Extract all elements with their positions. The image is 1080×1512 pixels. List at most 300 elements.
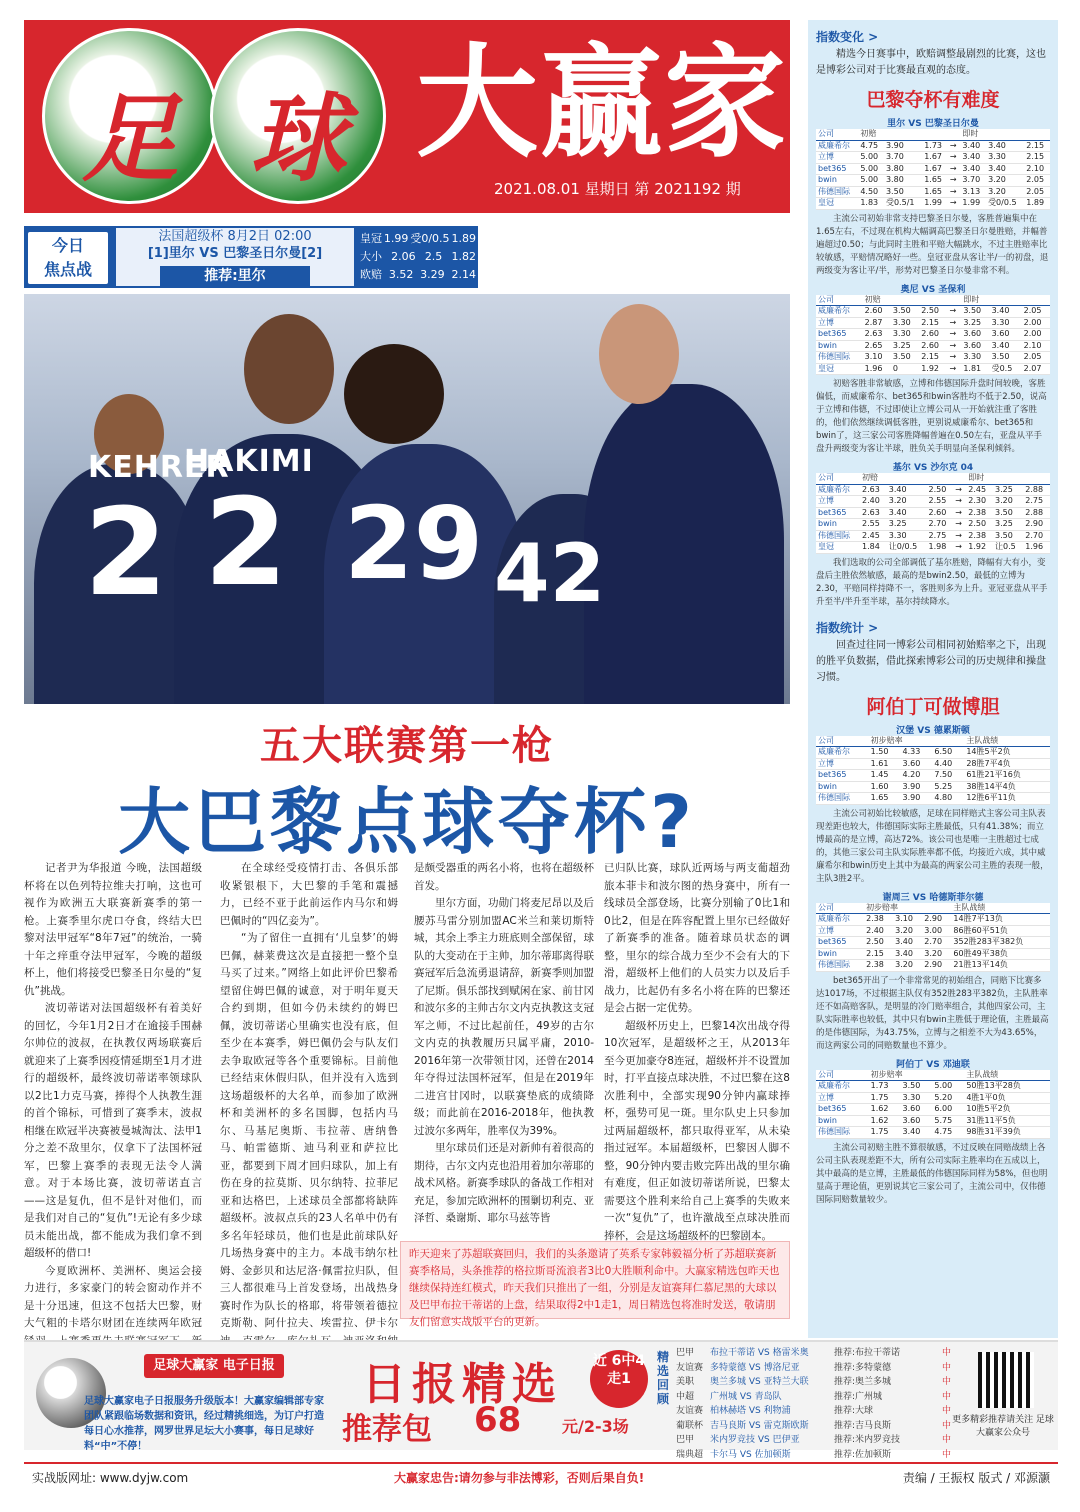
table-cell: 威廉希尔 [816,306,863,318]
focus-match-box [24,226,478,288]
table-cell: 3.40 [893,948,922,960]
table-cell: 3.40 [960,140,986,152]
table-header-row [816,295,1050,306]
table-cell: 28胜7平4负 [964,758,1050,770]
table-cell: 3.20 [986,186,1024,198]
table-row [816,198,1050,210]
table-cell: 2.15 [919,352,947,364]
table-cell: bwin [816,175,858,187]
table-row [816,1092,1050,1104]
table-cell: 3.25 [993,519,1023,531]
column-header: 初步赔率 [864,903,951,914]
odds-value: 1.99 [383,232,409,245]
table-title: 阿伯丁 VS 邓迪联 [896,1059,970,1070]
odds-table [816,473,1050,554]
article-paragraph: 今夏欧洲杯、美洲杯、奥运会接力进行，多家豪门的转会窗动作并不是十分迅速，但这不包括大巴黎，财大气粗的卡塔尔财团在连续两年欧冠 [24,1264,202,1329]
table-cell: 1.96 [1023,542,1050,554]
review-cell: 卡尔马 VS 佐加顿斯 [710,1449,791,1460]
table-cell: 86胜60平51负 [951,925,1050,937]
stats-table-block [816,1057,1050,1207]
odds-table-block [816,282,1050,457]
table-cell: 1.84 [860,542,887,554]
table-cell: 1.61 [869,758,901,770]
odds-label: 欧赔 [360,268,382,281]
review-cell: 中 [942,1348,952,1358]
player-head [244,314,334,424]
table-cell: 1.62 [869,1115,901,1127]
jersey-name: HAKIMI [184,444,314,479]
sidebar [808,20,1058,1338]
table-cell: 5.00 [858,152,884,164]
table-cell: 2.90 [922,914,951,926]
ad-title: 日报精选 [362,1359,562,1410]
review-cell: 推荐:布拉干蒂诺 [834,1348,901,1358]
table-cell: 2.70 [922,937,951,949]
table-cell: 立博 [816,496,860,508]
table-cell: → [948,175,961,187]
table-cell: → [953,542,966,554]
table-row [816,317,1050,329]
table-cell: 3.25 [887,519,927,531]
table-cell: → [953,507,966,519]
table-cell: → [948,198,961,210]
focus-tag-line1: 今日 [51,236,84,255]
table-row [816,758,1050,770]
table-cell: 伟德国际 [816,186,858,198]
review-cell: 米内罗竞技 VS 巴伊亚 [710,1435,800,1445]
review-row [676,1433,964,1448]
table-cell: 3.50 [993,530,1023,542]
section-intro: 精选今日赛事中，欧赔调整最剧烈的比赛，这也是博彩公司对于比赛最直观的态度。 [816,49,1046,76]
odds-label: 大小 [360,250,382,263]
table-row [816,925,1050,937]
review-row [676,1346,964,1361]
table-cell: 60胜49平38负 [951,948,1050,960]
table-cell: 2.00 [1022,329,1050,341]
column-header: 主队战绩 [964,1070,1050,1081]
table-title: 谢周三 VS 哈德斯菲尔德 [882,892,984,903]
column-header: 公司 [816,129,858,140]
table-cell: 3.30 [901,1092,933,1104]
table-cell: 3.25 [961,317,989,329]
table-row [816,175,1050,187]
table-cell: 威廉希尔 [816,484,860,496]
odds-value: 1.82 [451,250,476,263]
table-cell: 3.60 [901,1115,933,1127]
table-cell: 7.50 [932,770,964,782]
table-cell: 2.75 [1023,496,1050,508]
odds-row [360,248,476,266]
column-header: 主队战绩 [964,736,1050,747]
table-cell: 1.89 [1024,198,1050,210]
article-column-1 [24,860,202,1403]
table-cell: 61胜21平16负 [964,770,1050,782]
table-cell: 3.20 [993,496,1023,508]
table-row [816,747,1050,759]
table-row [816,352,1050,364]
record-badge: 近 6中4 走1 [590,1350,648,1408]
table-row [816,140,1050,152]
table-cell: 3.30 [891,317,919,329]
player-head [344,344,444,444]
table-cell: 3.40 [960,152,986,164]
table-cell: 2.65 [863,340,891,352]
table-cell: 1.96 [863,363,891,375]
table-cell: 3.30 [986,152,1024,164]
table-row [816,914,1050,926]
table-cell: 受0/0.5 [986,198,1024,210]
table-cell: 3.60 [961,340,989,352]
table-row [816,484,1050,496]
column-header: 公司 [816,736,869,747]
column-header: 初赔 [863,295,948,306]
table-cell: 威廉希尔 [816,914,864,926]
table-cell: 2.15 [1024,140,1050,152]
table-cell: 2.38 [966,507,993,519]
table-cell: 威廉希尔 [816,747,869,759]
table-row [816,496,1050,508]
focus-odds [360,230,476,284]
article-paragraph: 已归队比赛，球队近两场与两支葡超劲旅本菲卡和波尔图的热身赛中，所有一线球员全部登场，比赛分别输了0比1和0比2，但是在阵容配置上里尔已经做好了新赛季的准备。随着球员状态的调整，里尔的综合战力至少不会有大的下滑，超级杯上他们的人员实力以及后手战力，比起仍有多名小将在阵的巴黎还是会占据一定优势。 [604,862,790,1014]
table-cell: 威廉希尔 [816,1081,869,1093]
table-cell: bet365 [816,329,863,341]
analysis-note: 主流公司初赔主胜不算很敏感，不过反映在同赔战绩上各公司主队表现差距不大，所有公司实际主胜率均在五成以上，其中最高的是立博，主胜最低的伟德国际同样为58%，但也明显高于理论值，更别说其它三家公司了，主流公司中，仅伟德国际同赔数量较少。 [816,1142,1048,1205]
table-cell: 立博 [816,758,869,770]
review-row [676,1390,964,1405]
table-cell: 3.20 [922,948,951,960]
table-cell: 50胜13平28负 [964,1081,1050,1093]
table-row [816,937,1050,949]
table-cell: 3.70 [960,175,986,187]
ad-price-unit: 元/2-3场 [562,1417,629,1436]
table-cell: 3.50 [990,352,1022,364]
table-row [816,1081,1050,1093]
table-cell: 2.15 [919,317,947,329]
table-cell: 2.10 [1024,163,1050,175]
table-cell: bwin [816,1115,869,1127]
odds-value: 受0/0.5 [410,232,450,245]
table-cell: → [948,186,961,198]
table-row [816,960,1050,972]
table-cell: 3.50 [891,306,919,318]
review-label: 精选回顾 [656,1350,669,1406]
table-cell: bet365 [816,937,864,949]
table-cell: 1.83 [858,198,884,210]
table-cell: → [953,519,966,531]
recommendation: 推荐:里尔 [160,266,310,286]
table-cell: → [947,363,961,375]
table-cell: 1.67 [922,163,948,175]
table-cell: 3.80 [884,163,922,175]
ad-description: 足球大赢家电子日报服务升级版本！大赢家编辑部专家团队紧跟临场数据和资讯，经过精挑细选，为订户打造每日心水推荐，网罗世界足坛大小赛事，每日足球好料“中”不停！ [84,1396,324,1452]
column-header: 即时 [961,295,1050,306]
review-cell: 中 [942,1377,952,1387]
issue-date: 2021.08.01 星期日 第 2021192 期 [494,180,741,198]
table-cell: 2.05 [1022,306,1050,318]
analysis-note: 初赔客胜非常敏感，立博和伟德国际升盘时间较晚，客胜偏低，而威廉希尔、bet365和bwin客胜均不低于2.50，说高于立博和伟德，不过即使让立博公司从一开始就注重了客胜的，他们依然继续调低客胜，更别说威廉希尔、bet365和bwin了，这三家公司客胜降幅普遍在0.50左右，亚盘从平手盘升两级变为客让半球，胜负关手明显向圣保利倾斜。 [816,379,1047,454]
table-cell: 皇冠 [816,198,858,210]
table-cell: 3.30 [891,329,919,341]
table-cell: 10胜5平2负 [964,1104,1050,1116]
table-cell: 2.05 [1024,175,1050,187]
analysis-note: 我们选取的公司全部调低了基尔胜赔，降幅有大有小，变盘后主胜依然敏感，最高的是bwin2.50，最低的立博为2.30，平赔同样持降不一，客胜则多为上升。亚冠亚盘从平手升至半/半升至半球，基尔持续降水。 [816,557,1048,607]
odds-table [816,295,1050,376]
table-cell: 皇冠 [816,363,863,375]
review-row [676,1375,964,1390]
table-cell: 2.50 [927,484,954,496]
section-heading: 指数统计 > [816,620,879,635]
table-title: 里尔 VS 巴黎圣日尔曼 [887,119,979,129]
table-cell: 2.60 [863,306,891,318]
table-cell: 4.20 [901,770,933,782]
table-cell: 1.75 [869,1092,901,1104]
odds-label: 皇冠 [360,232,382,245]
review-cell: 葡联杯 [676,1420,704,1431]
table-cell: 2.55 [860,519,887,531]
table-cell: 立博 [816,152,858,164]
table-cell: 威廉希尔 [816,140,858,152]
table-cell: 2.45 [860,530,887,542]
review-cell: 推荐:大球 [834,1406,874,1416]
table-cell: 5.20 [932,1092,964,1104]
table-cell: 3.50 [961,306,989,318]
table-cell: bet365 [816,770,869,782]
table-cell: 2.63 [860,507,887,519]
table-cell: 1.99 [922,198,948,210]
table-cell: 2.38 [966,530,993,542]
newspaper-title: 大赢家 [416,32,788,174]
review-cell: 柏林赫塔 VS 利物浦 [710,1406,791,1416]
table-cell: → [947,317,961,329]
odds-table [816,736,1050,805]
table-cell: → [948,163,961,175]
table-cell: 1.65 [869,793,901,805]
review-cell: 中 [942,1420,952,1431]
article-paragraph: 在全球经受疫情打击、各俱乐部收紧银根下，大巴黎的手笔和震撼力，已经不亚于此前运作内马尔和姆巴佩时的“四亿妾为”。 [220,862,398,927]
table-cell: 3.40 [887,507,927,519]
table-cell: 伟德国际 [816,530,860,542]
table-cell: 1.60 [869,781,901,793]
review-row [676,1448,964,1463]
table-title: 汉堡 VS 德累斯顿 [896,725,970,736]
jersey-number: 29 [344,485,484,602]
review-table [676,1346,964,1462]
table-cell: 2.50 [966,519,993,531]
table-cell: 2.10 [1022,340,1050,352]
table-cell: 2.50 [919,306,947,318]
warning-text: 大赢家忠告:请勿参与非法博彩，否则后果自负! [394,1471,645,1485]
table-cell: 2.30 [966,496,993,508]
table-cell: 伟德国际 [816,352,863,364]
table-cell: 1.45 [869,770,901,782]
table-header-row [816,903,1050,914]
table-header-row [816,473,1050,484]
table-cell: → [947,340,961,352]
column-header: 公司 [816,473,860,484]
table-cell: 2.63 [860,484,887,496]
qr-code-icon[interactable] [978,1352,1034,1408]
table-cell: 立博 [816,317,863,329]
table-cell: → [953,496,966,508]
review-cell: 中 [942,1391,952,1402]
table-title: 奥尼 VS 圣保利 [900,284,966,295]
table-cell: 1.81 [961,363,989,375]
table-cell: 3.10 [863,352,891,364]
table-header-row [816,1070,1050,1081]
table-cell: 14胜7平13负 [951,914,1050,926]
column-header [953,473,966,484]
table-cell: 5.25 [932,781,964,793]
table-cell: 3.40 [901,1127,933,1139]
review-cell: 中 [942,1449,952,1460]
review-cell: 布拉干蒂诺 VS 格雷米奥 [710,1348,809,1358]
jersey-name: KEHRER [88,450,230,485]
table-cell: 4.75 [858,140,884,152]
table-cell: 3.30 [961,352,989,364]
table-cell: 3.30 [990,317,1022,329]
table-cell: 2.07 [1022,363,1050,375]
table-cell: 3.25 [891,340,919,352]
qr-caption: 更多精彩推荐请关注 足球大赢家公众号 [952,1415,1054,1438]
review-cell: 友谊赛 [676,1406,704,1416]
table-cell: 5.00 [932,1081,964,1093]
column-header: 即时 [960,129,1050,140]
table-cell: 2.87 [863,317,891,329]
website-link[interactable]: 实战版网址: www.dyjw.com [32,1471,189,1485]
review-cell: 推荐:米内罗竞技 [834,1435,901,1445]
odds-table-block [816,460,1050,609]
table-cell: → [947,306,961,318]
review-cell: 瑞典超 [676,1449,704,1460]
table-cell: 3.90 [901,781,933,793]
table-cell: 1.73 [922,140,948,152]
article-paragraph: 波切蒂诺对法国超级杯有着美好的回忆，今年1月2日才在逾接手围赫尔帅位的波叔，在执教仅两场联赛后就迎来了上赛季因疫情延期至1月才进行的超级杯，最终波切蒂诺率领球队以2比1力克马赛，捧得个人执教生涯的首个锦标，可惜到了赛季末，波叔相继在欧冠半决赛被曼城淘汰、法甲1分之差不敌里尔，仅拿下了法国杯冠军，巴黎上赛季的表现无法令人满意。对于本场比赛，波切蒂诺直言——这是复仇，但不是针对他们，而是我们对自己的“复仇”!无论有多少球员未能出战，都不能成为我们拿不到超级杯的借口! [24,1002,202,1259]
table-cell: 21胜13平14负 [951,960,1050,972]
table-cell: 6.00 [932,1104,964,1116]
table-row [816,781,1050,793]
table-row [816,306,1050,318]
table-cell: 2.00 [1022,317,1050,329]
table-cell: → [953,484,966,496]
table-row [816,948,1050,960]
table-cell: 2.88 [1023,484,1050,496]
table-cell: 2.90 [1023,519,1050,531]
article-paragraph: 记者尹为华报道 今晚，法国超级杯将在以色列特拉维夫打响，这也可视作为欧洲五大联赛新赛季的第一枪。上赛季里尔虎口夺食，终结大巴黎对法甲冠军“8年7冠”的统治，一骑十年之痒重夺法甲冠军，今晚的超级杯上，他们将接受巴黎圣日尔曼的“复仇”挑战。 [24,862,202,997]
promo-notice: 昨天迎来了苏超联赛回归，我们的头条邀请了英系专家韩毅福分析了苏超联赛新赛季格局，头条推荐的格拉斯哥流浪者3比0大胜顺利命中。大赢家精选包昨天也继续保持连红模式，昨天我们只推出了一组，分别是友谊赛拜仁慕尼黑的大球以及巴甲布拉干蒂诺的上盘，结果取得2中1走1，周日精选包将准时发送，敬请朋友们留意实战版平台的更新。 [400,1241,790,1319]
table-cell: 伟德国际 [816,793,869,805]
table-cell: 2.55 [927,496,954,508]
column-header: 初赔 [860,473,953,484]
table-cell: bet365 [816,507,860,519]
column-header: 公司 [816,1070,869,1081]
table-cell: 2.50 [864,937,893,949]
odds-row [360,230,476,248]
ad-subtitle: 推荐包 [342,1412,432,1447]
table-cell: 受0.5/1 [884,198,922,210]
article-column-3 [414,860,594,1228]
review-cell: 美职 [676,1377,695,1387]
review-row [676,1419,964,1434]
table-cell: 立博 [816,1092,869,1104]
table-row [816,163,1050,175]
table-cell: 4.40 [932,758,964,770]
review-cell: 中超 [676,1391,695,1402]
table-cell: 2.63 [863,329,891,341]
review-row [676,1404,964,1419]
table-cell: 3.13 [960,186,986,198]
table-cell: 1.99 [960,198,986,210]
footer [24,1462,1058,1492]
table-row [816,770,1050,782]
table-cell: 伟德国际 [816,1127,869,1139]
article-paragraph: “为了留住一直拥有‘儿皇梦’的姆巴佩，赫莱费这次是直接把一整个皇马买了过来。”网络上如此评价巴黎希望留住姆巴佩的诚意，对于明年夏天合约到期，但如今仍未续约的姆巴佩，波切蒂诺心里确实也没有底，但至少在本赛季，姆巴佩仍会与队友们去争取欧冠等各个重要锦标。目前他已经结束休假归队，但并没有入选到这场超级杯的大名单，而参加了欧洲杯和美洲杯的多名国脚，包括内马尔、马基尼奥斯、韦拉蒂、唐纳鲁马、帕雷德斯、迪马利亚和萨拉比亚，都要到下周才回归球队，加上有伤在身的拉莫斯、贝尔纳特、拉菲尼亚和达格巴，上述球员全部都将缺阵超级杯。波叔点兵的23人名单中仍有多名年轻球员，他们也是此前球队好几场热身赛中的主力。本战韦纳尔杜姆、金彭贝和达尼洛·佩雷拉归队，但三人都很难马上首发登场，出战热身赛时作为队长的格耶，将带领着德拉克斯勒、阿什拉夫、埃雷拉、伊卡尔 [220,932,398,1329]
table-cell: 1.75 [869,1127,901,1139]
table-cell: → [953,530,966,542]
table-cell: 31胜11平5负 [964,1115,1050,1127]
table-cell: 2.15 [1024,152,1050,164]
table-row [816,340,1050,352]
odds-table [816,129,1050,210]
jersey-number: 42 [494,527,606,620]
table-cell: 1.73 [869,1081,901,1093]
jersey-number: 2 [204,474,288,613]
table-cell: 2.60 [919,329,947,341]
table-cell: 4.80 [932,793,964,805]
review-cell: 中 [942,1362,952,1373]
table-cell: 2.40 [864,925,893,937]
analysis-note: 主流公司初始比较敏感，足球在同样赔式主客公司主队表现差距也较大，伟德国际实际主胜最低，只有41.38%；而立博最高的是立博，高达72%。该公司也是唯一主胜超过七成的，其他三家公司主队实际胜率都不低，均接近六成，其中威廉希尔和bwin历史上其中为最高的两家公司主胜的表现一般，主队3胜2平。 [816,808,1049,884]
ad-brand: 足球大赢家 电子日报 [144,1354,284,1378]
table-cell: 2.38 [864,960,893,972]
table-cell: bwin [816,781,869,793]
table-cell: 3.40 [986,140,1024,152]
table-cell: 3.40 [990,306,1022,318]
table-cell: → [948,140,961,152]
table-cell: 2.38 [864,914,893,926]
masthead [24,20,790,213]
subscription-ad [24,1340,1058,1460]
main-headline: 大巴黎点球夺杯? [118,780,696,864]
odds-value: 3.29 [420,268,445,281]
table-row [816,329,1050,341]
table-cell: 1.98 [927,542,954,554]
table-cell: bwin [816,519,860,531]
table-cell: 2.90 [922,960,951,972]
editor-credit: 责编 / 王振权 版式 / 邓源灏 [902,1471,1050,1485]
table-cell: 4胜1平0负 [964,1092,1050,1104]
player-figure [584,384,784,704]
focus-tag [28,232,108,284]
table-cell: bwin [816,340,863,352]
column-header: 公司 [816,903,864,914]
table-cell: 1.92 [919,363,947,375]
table-cell: 5.00 [858,163,884,175]
table-cell: bet365 [816,1104,869,1116]
table-cell: 2.40 [860,496,887,508]
match-time: 法国超级杯 8月2日 02:00 [158,229,312,244]
table-cell: 3.40 [893,937,922,949]
table-row [816,519,1050,531]
odds-value: 2.06 [391,250,416,263]
table-row [816,1104,1050,1116]
analysis-note: bet365开出了一个非常常见的初始组合，同赔下比赛多达1017场，不过根据主队仅有352胜283平382负，主队胜率还不如高赔客队，是明显的冷门赔率组合，其他四家公司，主队实际胜率也较低，其中只有bwin主胜低于理论值，主胜最高的是伟德国际，为43.75%，立博与之相差不大为43.65%，而这两家公司的同赔数量也不算少。 [816,975,1049,1051]
table-row [816,1127,1050,1139]
table-cell: 3.50 [884,186,922,198]
article-paragraph: 里尔球员们还是对新帅有着很高的期待，古尔文内克也沿用着加尔蒂耶的战术风格。新赛季球队的备战工作相对充足，参加完欧洲杯的围剿切利克、亚泽哲、桑谢斯、耶尔马兹等皆 [414,1142,594,1224]
table-cell: 3.50 [993,507,1023,519]
odds-value: 2.5 [424,250,443,263]
table-cell: 1.50 [869,747,901,759]
